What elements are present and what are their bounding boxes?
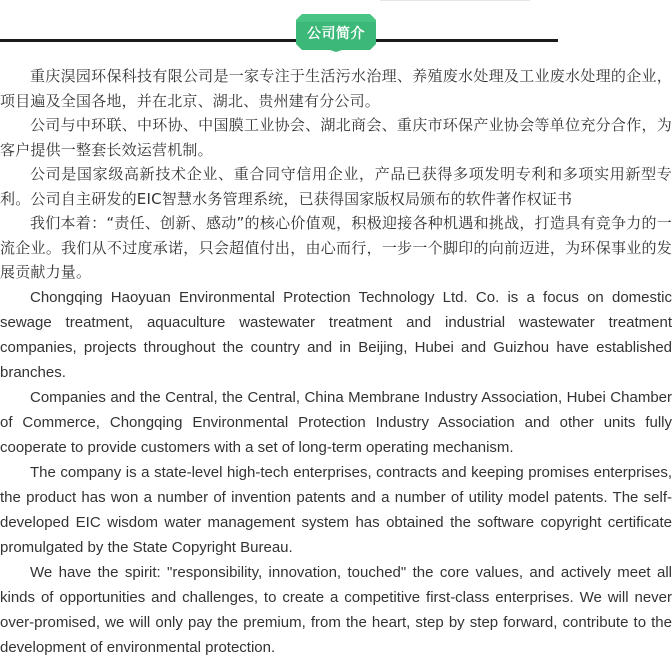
paragraph-zh-3: 公司是国家级高新技术企业、重合同守信用企业，产品已获得多项发明专利和多项实用新型专利。公司自主研发的EIC智慧水务管理系统，已获得国家版权局颁布的软件著作权证书 [0, 165, 672, 208]
paragraph-zh-1: 重庆淏园环保科技有限公司是一家专注于生活污水治理、养殖废水处理及工业废水处理的企业，项目遍及全国各地，并在北京、湖北、贵州建有分公司。 [0, 67, 672, 110]
section-title: 公司简介 [307, 26, 365, 42]
paragraph-en-2: Companies and the Central, the Central, China Membrane Industry Association, Hubei Chamber of Commerce, Chongqing Environmental Protection Industry Association and other units fully cooperate to provide customers with a set of long-term operating mechanism. [0, 388, 672, 456]
paragraph-zh-4: 我们本着：“责任、创新、感动”的核心价值观，积极迎接各种机遇和挑战，打造具有竞争力的一流企业。我们从不过度承诺，只会超值付出，由心而行，一步一个脚印的向前迈进，为环保事业的发展贡献力量。 [0, 214, 672, 281]
section-header-rule [0, 39, 558, 42]
section-title-badge [296, 14, 376, 52]
top-divider [380, 0, 530, 1]
paragraph-en-1: Chongqing Haoyuan Environmental Protection Technology Ltd. Co. is a focus on domestic sewage treatment, aquaculture wastewater treatment and industrial wastewater treatment companies, projects throughout the country and in Beijing, Hubei and Guizhou have established branches. [0, 288, 672, 381]
company-profile-body [0, 64, 672, 660]
paragraph-en-3: The company is a state-level high-tech enterprises, contracts and keeping promises enterprises, the product has won a number of invention patents and a number of utility model patents. The self-developed EIC wisdom water management system has obtained the software copyright certificate promulgated by the State Copyright Bureau. [0, 463, 672, 556]
paragraph-en-4: We have the spirit: "responsibility, innovation, touched" the core values, and actively meet all kinds of opportunities and challenges, to create a competitive first-class enterprises. We will never over-promised, we will only pay the premium, from the heart, step by step forward, contribute to the development of environmental protection. [0, 563, 672, 656]
section-header [0, 12, 672, 52]
paragraph-zh-2: 公司与中环联、中环协、中国膜工业协会、湖北商会、重庆市环保产业协会等单位充分合作，为客户提供一整套长效运营机制。 [0, 116, 672, 159]
